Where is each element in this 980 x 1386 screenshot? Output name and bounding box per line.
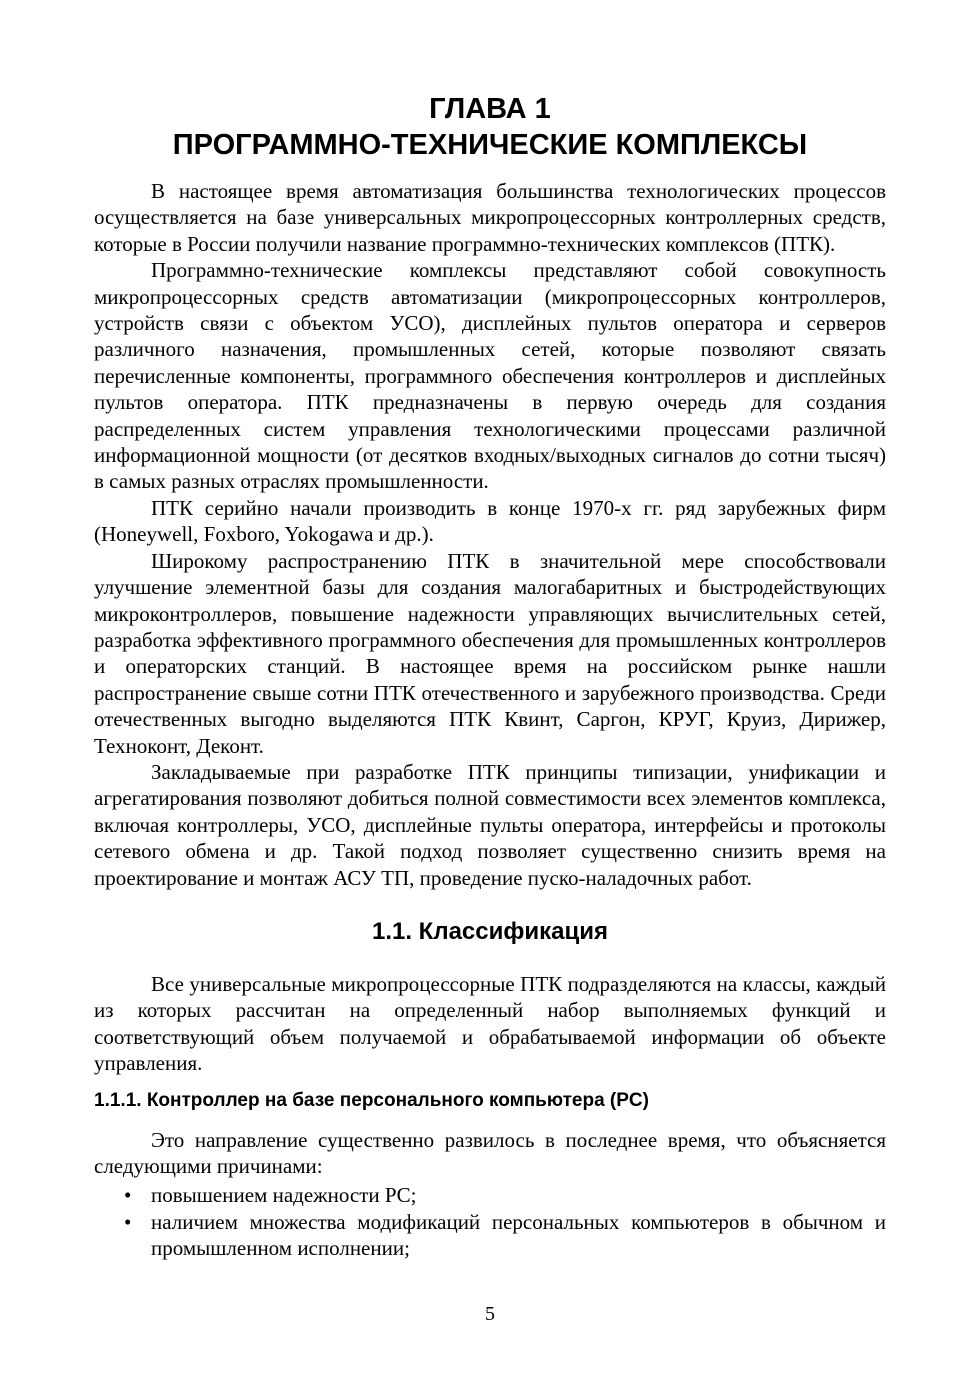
bullet-list	[94, 1182, 886, 1261]
list-item-text: наличием множества модификаций персональных компьютеров в обычном и промышленном исполнении;	[151, 1209, 886, 1261]
paragraph: ПТК серийно начали производить в конце 1970-х гг. ряд зарубежных фирм (Honeywell, Foxboro, Yokogawa и др.).	[94, 495, 886, 547]
section-title: 1.1. Классификация	[371, 917, 608, 945]
paragraph: В настоящее время автоматизация большинства технологических процессов осуществляется на базе универсальных микропроцессорных контроллерных средств, которые в России получили название программно-технических комплексов (ПТК).	[94, 179, 886, 256]
paragraph: Широкому распространению ПТК в значительной мере способствовали улучшение элементной базы для создания малогабаритных и быстродействующих микроконтроллеров, повышение надежности управляющих вычислительных сетей, разработка эффективного программного обеспечения для промышленных контроллеров и операторских станций. В настоящее время на российском рынке нашли распространение свыше сотни ПТК отечественного и зарубежного производства. Среди отечественных выгодно выделяются ПТК Квинт, Саргон, КРУГ, Круиз, Дирижер, Техноконт, Деконт.	[94, 548, 886, 758]
list-item	[94, 1182, 886, 1208]
chapter-number: ГЛАВА 1	[429, 93, 551, 125]
paragraph: Программно-технические комплексы представляют собой совокупность микропроцессорных средств автоматизации (микропроцессорных контроллеров, устройств связи с объектом УСО), дисплейных пультов оператора и серверов различного назначения, промышленных сетей, которые позволяют связать перечисленные компоненты, программного обеспечения контроллеров и дисплейных пультов оператора. ПТК предназначены в первую очередь для создания распределенных систем управления технологическими процессами различной информационной мощности (от десятков входных/выходных сигналов до сотни тысяч) в самых разных отраслях промышленности.	[94, 258, 886, 494]
chapter-name: ПРОГРАММНО-ТЕХНИЧЕСКИЕ КОМПЛЕКСЫ	[172, 129, 808, 161]
section-paragraph: Все универсальные микропроцессорные ПТК подразделяются на классы, каждый из которых рассчитан на определенный набор выполняемых функций и соответствующий объем получаемой и обрабатываемой информации об объекте управления.	[94, 971, 886, 1076]
bullet-icon: •	[124, 1183, 132, 1208]
page-number: 5	[485, 1303, 495, 1325]
paragraph: Закладываемые при разработке ПТК принципы типизации, унификации и агрегатирования позволяют добиться полной совместимости всех элементов комплекса, включая контроллеры, УСО, дисплейные пульты оператора, интерфейсы и протоколы сетевого обмена и др. Такой подход позволяет существенно снизить время на проектирование и монтаж АСУ ТП, проведение пуско-наладочных работ.	[94, 759, 886, 890]
list-item-text: повышением надежности PC;	[151, 1183, 417, 1208]
chapter-title	[94, 0, 886, 163]
subsection-title: 1.1.1. Контроллер на базе персонального компьютера (PC)	[94, 1089, 649, 1111]
list-item	[94, 1209, 886, 1262]
page-content	[94, 0, 886, 1262]
subsection-paragraph: Это направление существенно развилось в последнее время, что объясняется следующими причинами:	[94, 1127, 886, 1178]
bullet-icon: •	[124, 1209, 132, 1234]
